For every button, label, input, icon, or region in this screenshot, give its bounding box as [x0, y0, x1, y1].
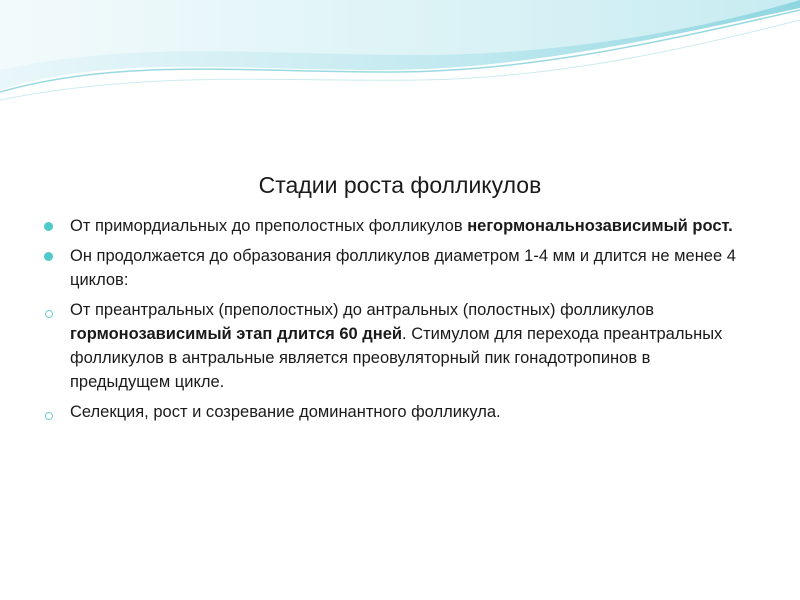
bullet-list	[70, 214, 750, 430]
item-bold-text: негормональнозависимый рост.	[467, 217, 733, 235]
item-text: Селекция, рост и созревание доминантного фолликула.	[70, 403, 501, 421]
header-wave-decoration	[0, 0, 800, 110]
list-item	[70, 298, 750, 394]
filled-bullet-icon	[44, 252, 53, 261]
hollow-bullet-icon	[45, 412, 53, 420]
filled-bullet-icon	[44, 222, 53, 231]
list-item	[70, 400, 750, 424]
hollow-bullet-icon	[45, 310, 53, 318]
slide-title: Стадии роста фолликулов	[258, 172, 542, 198]
item-bold-text: гормонозависимый этап длится 60 дней	[70, 325, 403, 343]
item-after-text: . Стимулом для перехода преантральных фолликулов в антральные является преовуляторный пик гонадотропинов в предыдущем цикле.	[70, 325, 723, 391]
list-item	[70, 244, 750, 292]
item-text: Он продолжается до образования фолликулов диаметром 1-4 мм и длится не менее 4 циклов:	[70, 247, 736, 289]
list-item	[70, 214, 750, 238]
item-text: От преантральных (преполостных) до антральных (полостных) фолликулов	[70, 301, 654, 319]
item-text: От примордиальных до преполостных фолликулов	[70, 217, 468, 235]
